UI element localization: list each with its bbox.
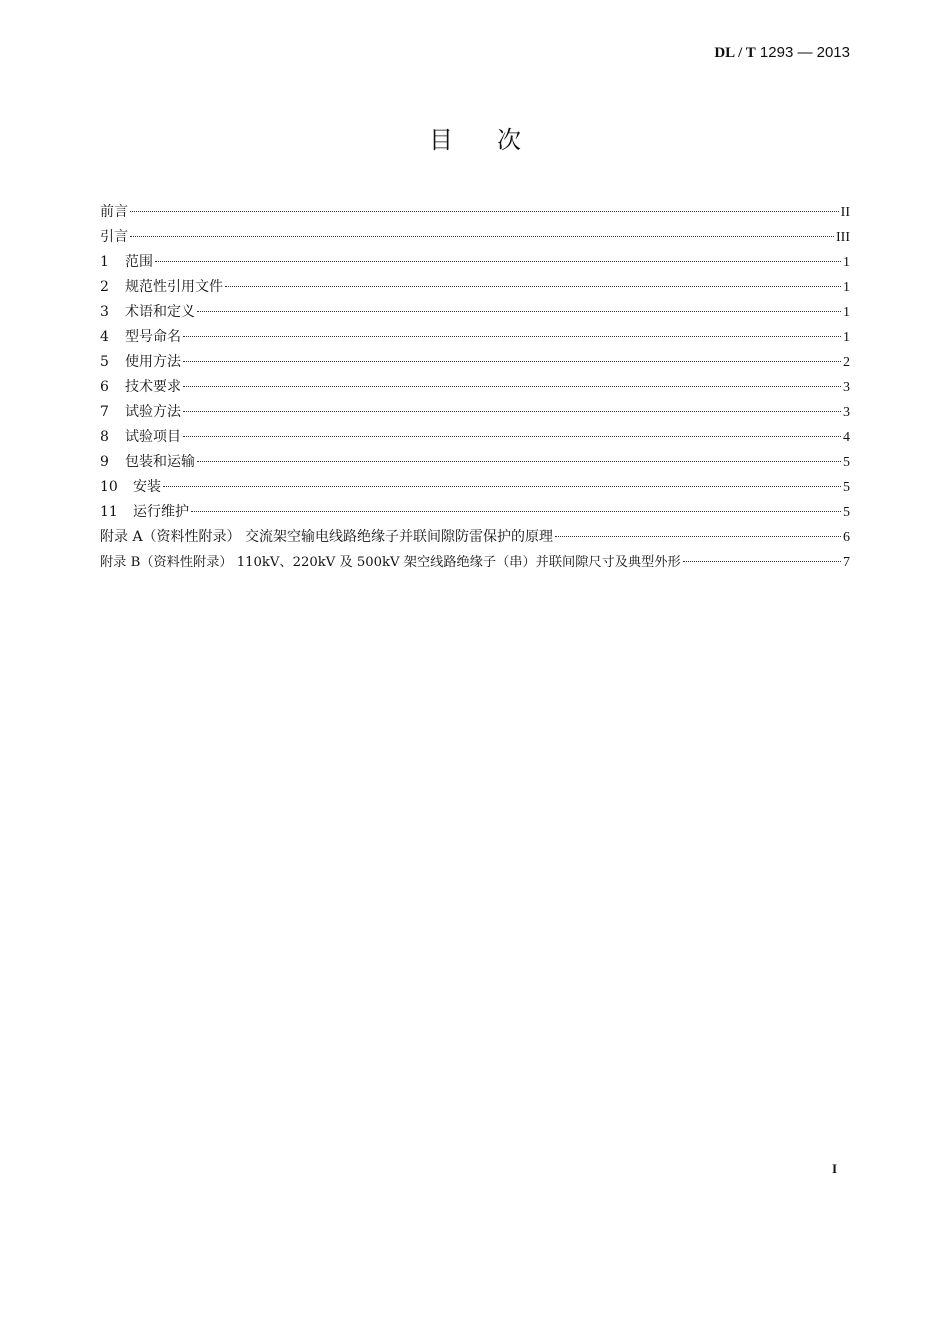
- toc-leader: [191, 511, 841, 512]
- toc-entry-10[interactable]: [100, 475, 850, 500]
- toc-leader: [197, 461, 841, 462]
- standard-prefix: DL / T: [714, 45, 756, 61]
- toc-entry-label: 附录 A（资料性附录） 交流架空输电线路绝缘子并联间隙防雷保护的原理: [100, 529, 554, 545]
- toc-entry-page: 7: [843, 555, 850, 570]
- page-title: 目次: [429, 126, 565, 154]
- standard-code: [714, 44, 850, 62]
- toc-leader: [183, 336, 841, 337]
- page-number: I: [832, 1161, 838, 1176]
- toc-entry-4[interactable]: [100, 325, 850, 350]
- toc-entry-9[interactable]: [100, 450, 850, 475]
- toc-entry-1[interactable]: [100, 250, 850, 275]
- toc-entry-label: 试验项目: [125, 429, 181, 445]
- toc-entry-11[interactable]: [100, 500, 850, 525]
- toc-leader: [183, 411, 841, 412]
- toc-entry-5[interactable]: [100, 350, 850, 375]
- toc-leader: [183, 361, 841, 362]
- toc-entry-page: 1: [843, 305, 850, 320]
- toc-entry-page: 4: [843, 430, 850, 445]
- toc-entry-page: III: [836, 230, 850, 245]
- toc-entry-page: 1: [843, 255, 850, 270]
- toc-entry-appendix-a[interactable]: [100, 525, 850, 550]
- toc-entry-page: 6: [843, 530, 850, 545]
- toc-entry-number: 1: [100, 254, 109, 270]
- toc-entry-page: 5: [843, 480, 850, 495]
- toc-entry-page: 5: [843, 505, 850, 520]
- toc-entry-8[interactable]: [100, 425, 850, 450]
- toc-entry-introduction[interactable]: [100, 225, 850, 250]
- toc-entry-label: 附录 B（资料性附录） 110kV、220kV 及 500kV 架空线路绝缘子（串）并联间隙尺寸及典型外形: [100, 555, 681, 570]
- toc-entry-2[interactable]: [100, 275, 850, 300]
- toc-entry-label: 规范性引用文件: [125, 279, 223, 295]
- toc-entry-label: 术语和定义: [125, 304, 195, 320]
- toc-entry-label: 引言: [100, 229, 128, 245]
- toc-entry-number: 4: [100, 329, 109, 345]
- toc-entry-label: 安装: [133, 479, 161, 495]
- toc-entry-page: 5: [843, 455, 850, 470]
- toc-entry-number: 9: [100, 454, 109, 470]
- toc-entry-number: 10: [100, 479, 118, 495]
- toc-entry-page: 2: [843, 355, 850, 370]
- toc-leader: [155, 261, 841, 262]
- toc-leader: [183, 386, 841, 387]
- toc-entry-page: 1: [843, 330, 850, 345]
- toc-entry-number: 11: [100, 504, 118, 520]
- standard-number: 1293 — 2013: [759, 44, 850, 61]
- toc-entry-page: 1: [843, 280, 850, 295]
- toc-entry-7[interactable]: [100, 400, 850, 425]
- toc-leader: [683, 561, 841, 562]
- toc-entry-number: 7: [100, 404, 109, 420]
- toc-leader: [130, 211, 839, 212]
- toc-entry-6[interactable]: [100, 375, 850, 400]
- toc-leader: [183, 436, 841, 437]
- toc-entry-number: 2: [100, 279, 109, 295]
- toc-entry-label: 使用方法: [125, 354, 181, 370]
- toc-leader: [130, 236, 834, 237]
- toc-leader: [555, 536, 841, 537]
- toc-entry-appendix-b[interactable]: [100, 550, 850, 575]
- toc-entry-number: 5: [100, 354, 109, 370]
- toc-entry-page: 3: [843, 380, 850, 395]
- toc-leader: [163, 486, 841, 487]
- toc-leader: [225, 286, 841, 287]
- toc-entry-label: 试验方法: [125, 404, 181, 420]
- toc-entry-label: 前言: [100, 204, 128, 220]
- toc-leader: [197, 311, 841, 312]
- toc-entry-number: 3: [100, 304, 109, 320]
- toc-entry-number: 6: [100, 379, 109, 395]
- toc-entry-label: 技术要求: [125, 379, 181, 395]
- table-of-contents: [100, 200, 850, 575]
- toc-entry-number: 8: [100, 429, 109, 445]
- toc-entry-page: II: [840, 205, 850, 220]
- toc-entry-3[interactable]: [100, 300, 850, 325]
- toc-entry-label: 包装和运输: [125, 454, 195, 470]
- toc-entry-label: 型号命名: [125, 329, 181, 345]
- toc-entry-page: 3: [843, 405, 850, 420]
- toc-entry-foreword[interactable]: [100, 200, 850, 225]
- toc-entry-label: 运行维护: [133, 504, 189, 520]
- toc-entry-label: 范围: [125, 254, 153, 270]
